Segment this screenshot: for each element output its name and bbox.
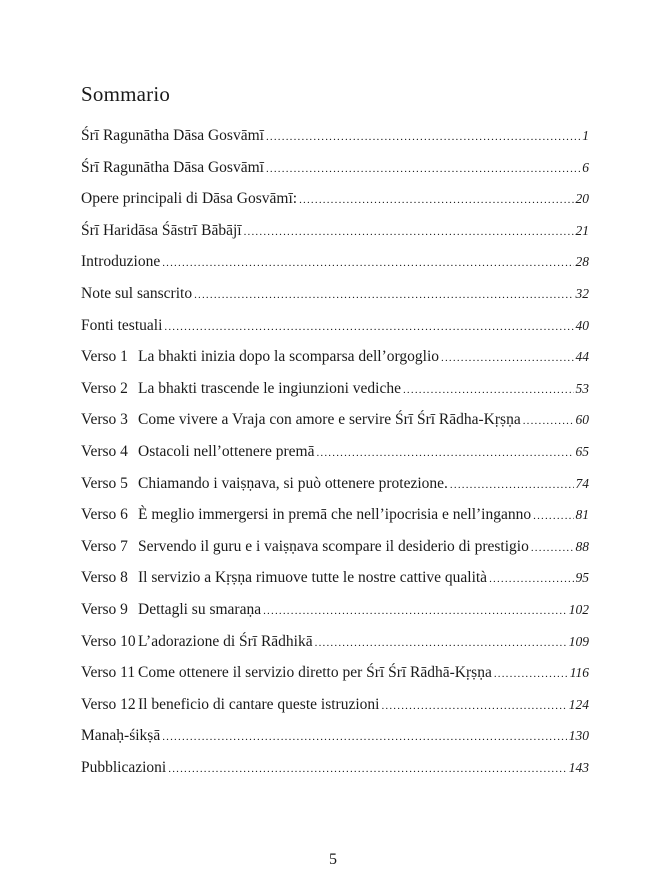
toc-verse-number: Verso 10 — [81, 632, 136, 650]
toc-entry[interactable] — [81, 601, 589, 633]
toc-entry[interactable] — [81, 664, 589, 696]
toc-page-number: 124 — [568, 696, 589, 712]
toc-entry[interactable] — [81, 759, 589, 791]
toc-entry-title: Il beneficio di cantare queste istruzioni — [138, 695, 380, 713]
toc-entry[interactable] — [81, 348, 589, 380]
dot-leader — [266, 163, 580, 175]
toc-entry-title: Manaḥ-śikṣā — [81, 727, 161, 745]
toc-entry[interactable] — [81, 506, 589, 538]
toc-entry-label — [81, 696, 379, 714]
toc-entry-label — [81, 285, 192, 303]
toc-entry-label — [81, 127, 264, 145]
toc-verse-number: Verso 4 — [81, 442, 128, 460]
toc-verse-number: Verso 1 — [81, 348, 128, 366]
toc-page-number: 65 — [575, 443, 589, 459]
dot-leader — [403, 384, 574, 396]
toc-entry-title: Come ottenere il servizio diretto per Śrī Śrī Rādhā-Kṛṣṇa — [138, 664, 492, 682]
toc-entry-label — [81, 222, 242, 240]
toc-entry-title: Dettagli su smaraṇa — [138, 600, 262, 618]
toc-page-number: 60 — [575, 412, 589, 428]
toc-entry-label — [81, 380, 401, 398]
toc-page-number: 116 — [569, 665, 589, 681]
toc-entry-label — [81, 664, 492, 682]
dot-leader — [162, 257, 573, 269]
toc-entry-label — [81, 727, 160, 745]
toc-verse-number: Verso 11 — [81, 664, 136, 682]
toc-page-number: 102 — [568, 601, 589, 617]
dot-leader — [316, 447, 573, 459]
dot-leader — [381, 700, 566, 712]
toc-page-number: 6 — [582, 159, 589, 175]
toc-page-number: 88 — [575, 538, 589, 554]
toc-entry-title: Introduzione — [81, 253, 161, 271]
toc-entry[interactable] — [81, 190, 589, 222]
toc-entry-title: La bhakti inizia dopo la scomparsa dell’orgoglio — [138, 348, 440, 366]
toc-entry[interactable] — [81, 411, 589, 443]
dot-leader — [244, 226, 574, 238]
dot-leader — [263, 605, 567, 617]
toc-entry-title: Fonti testuali — [81, 316, 163, 334]
toc-entry[interactable] — [81, 696, 589, 728]
dot-leader — [523, 415, 574, 427]
toc-entry-title: La bhakti trascende le ingiunzioni vediche — [138, 379, 401, 397]
toc-entry[interactable] — [81, 159, 589, 191]
toc-entry[interactable] — [81, 317, 589, 349]
toc-entry[interactable] — [81, 569, 589, 601]
dot-leader — [315, 637, 567, 649]
toc-entry-title: Chiamando i vaiṣṇava, si può ottenere protezione. — [138, 474, 448, 492]
toc-entry-label — [81, 475, 448, 493]
toc-entry-title: L’adorazione di Śrī Rādhikā — [138, 632, 313, 650]
toc-page-number: 143 — [568, 759, 589, 775]
dot-leader — [494, 668, 568, 680]
toc-entry-title: Śrī Ragunātha Dāsa Gosvāmī — [81, 158, 264, 176]
dot-leader — [450, 479, 574, 491]
dot-leader — [194, 289, 573, 301]
toc-entry[interactable] — [81, 475, 589, 507]
toc-page-number: 53 — [575, 380, 589, 396]
toc-verse-number: Verso 7 — [81, 537, 128, 555]
toc-entry[interactable] — [81, 253, 589, 285]
dot-leader — [266, 131, 580, 143]
toc-entry-label — [81, 348, 439, 366]
toc-entry-label — [81, 506, 531, 524]
page-title: Sommario — [81, 82, 171, 106]
table-of-contents — [81, 127, 589, 790]
toc-entry-label — [81, 601, 261, 619]
dot-leader — [299, 194, 573, 206]
toc-page-number: 44 — [575, 349, 589, 365]
toc-entry-title: Śrī Ragunātha Dāsa Gosvāmī — [81, 127, 264, 144]
toc-entry[interactable] — [81, 127, 589, 159]
toc-verse-number: Verso 9 — [81, 600, 128, 618]
dot-leader — [489, 573, 573, 585]
toc-entry-title: Note sul sanscrito — [81, 284, 193, 302]
toc-entry-label — [81, 443, 314, 461]
dot-leader — [168, 763, 567, 775]
toc-entry[interactable] — [81, 285, 589, 317]
toc-page-number: 40 — [575, 317, 589, 333]
toc-page-number: 109 — [568, 633, 589, 649]
toc-verse-number: Verso 8 — [81, 569, 128, 587]
toc-entry-title: Il servizio a Kṛṣṇa rimuove tutte le nostre cattive qualità — [138, 569, 488, 587]
toc-entry-title: Śrī Haridāsa Śāstrī Bābājī — [81, 221, 242, 239]
toc-entry[interactable] — [81, 727, 589, 759]
toc-page-number: 21 — [575, 222, 589, 238]
dot-leader — [531, 542, 574, 554]
toc-page-number: 20 — [575, 191, 589, 207]
toc-verse-number: Verso 2 — [81, 379, 128, 397]
toc-entry-label — [81, 538, 529, 556]
toc-entry-title: Pubblicazioni — [81, 758, 167, 776]
toc-page-number: 28 — [575, 254, 589, 270]
toc-entry[interactable] — [81, 380, 589, 412]
toc-entry-label — [81, 253, 160, 271]
toc-entry-title: Opere principali di Dāsa Gosvāmī: — [81, 190, 298, 208]
toc-entry-title: Ostacoli nell’ottenere premā — [138, 442, 315, 460]
toc-verse-number: Verso 3 — [81, 411, 128, 429]
toc-entry[interactable] — [81, 633, 589, 665]
toc-entry-label — [81, 190, 297, 208]
dot-leader — [164, 321, 573, 333]
toc-entry-label — [81, 411, 521, 429]
toc-entry-title: Come vivere a Vraja con amore e servire Śrī Śrī Rādha-Kṛṣṇa — [138, 411, 521, 429]
page-number: 5 — [329, 851, 337, 868]
toc-page-number: 74 — [575, 475, 589, 491]
dot-leader — [533, 510, 573, 522]
dot-leader — [441, 352, 573, 364]
toc-verse-number: Verso 12 — [81, 695, 136, 713]
toc-entry-label — [81, 159, 264, 177]
toc-entry[interactable] — [81, 538, 589, 570]
toc-entry-label — [81, 569, 487, 587]
dot-leader — [162, 731, 567, 743]
toc-page-number: 32 — [575, 285, 589, 301]
toc-entry-label — [81, 317, 162, 335]
toc-page-number: 1 — [582, 128, 589, 143]
toc-page-number: 95 — [575, 570, 589, 586]
toc-entry-label — [81, 759, 166, 777]
toc-verse-number: Verso 6 — [81, 506, 128, 524]
toc-page-number: 81 — [575, 507, 589, 523]
toc-page-number: 130 — [568, 728, 589, 744]
toc-entry-title: Servendo il guru e i vaiṣṇava scompare il desiderio di prestigio — [138, 537, 529, 555]
toc-entry[interactable] — [81, 443, 589, 475]
toc-entry-title: È meglio immergersi in premā che nell’ipocrisia e nell’inganno — [138, 506, 532, 524]
toc-verse-number: Verso 5 — [81, 474, 128, 492]
toc-entry[interactable] — [81, 222, 589, 254]
toc-entry-label — [81, 633, 313, 651]
